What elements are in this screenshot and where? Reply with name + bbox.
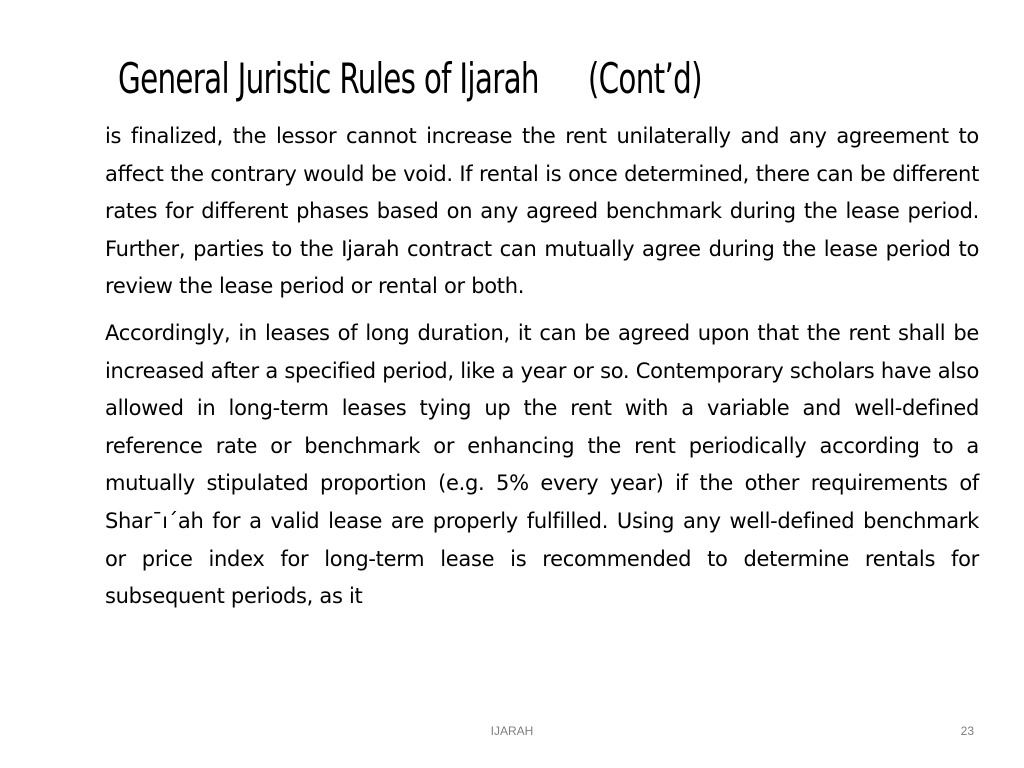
footer-label: IJARAH [490,724,534,738]
slide-title-text: General Juristic Rules of Ijarah [118,54,539,103]
slide-title [118,44,734,114]
slide-title-suffix: (Cont’d) [587,54,702,103]
body-paragraph-2: Accordingly, in leases of long duration, it can be agreed upon that the rent shall be increased after a specified period, like a year or so. Contemporary scholars have also allowed in long-term leases tying up the rent with a variable and well-defined reference rate or benchmark or enhancing the rent periodically according to a mutually stipulated proportion (e.g. 5% every year) if the other requirements of Shar¯ı´ah for a valid lease are properly fulfilled. Using any well-defined benchmark or price index for long-term lease is recommended to determine rentals for subsequent periods, as it [105,320,979,609]
body-paragraph-1: is finalized, the lessor cannot increase the rent unilaterally and any agreement to affect the contrary would be void. If rental is once determined, there can be different rates for different phases based on any agreed benchmark during the lease period. Further, parties to the Ijarah contract can mutually agree during the lease period to review the lease period or rental or both. [105,124,979,299]
slide-number: 23 [960,724,974,738]
slide-body [105,118,979,625]
